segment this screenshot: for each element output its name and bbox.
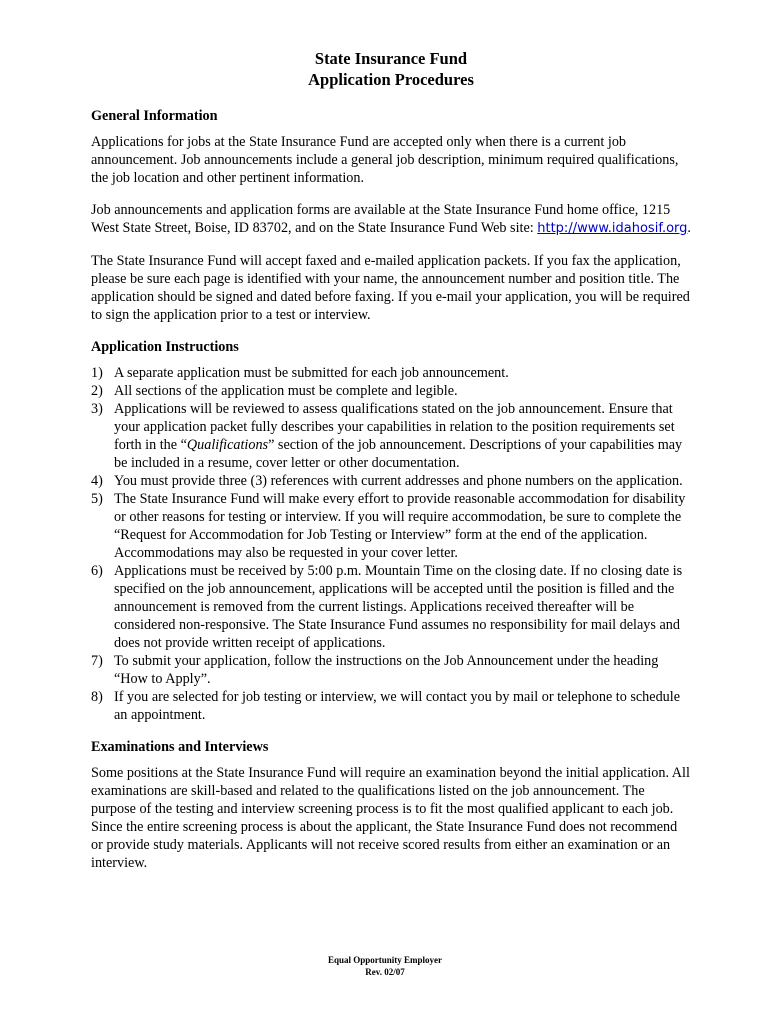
document-title [91, 48, 691, 90]
list-item [91, 652, 691, 688]
paragraph-2-text: Job announcements and application forms are available at the State Insurance Fund home office, 1215 West State Street, Boise, ID 83702, and on the State Insurance Fund Web site: [91, 202, 671, 236]
qualifications-emphasis: Qualifications [186, 437, 269, 453]
footer-employer-statement: Equal Opportunity Employer [327, 955, 443, 965]
list-item-number: 3) [91, 401, 103, 417]
list-item-number: 8) [91, 689, 103, 705]
list-item-text: Applications must be received by 5:00 p.m. Mountain Time on the closing date. If no closing date is specified on the job announcement, applications will be accepted until the position is filled and the announcement is removed from the current listings. Applications received thereafter will be considered non-responsive. The State Insurance Fund assumes no responsibility for mail delays and does not provide written receipt of applications. [114, 563, 683, 651]
list-item-text: A separate application must be submitted for each job announcement. [114, 365, 509, 381]
examinations-paragraph: Some positions at the State Insurance Fund will require an examination beyond the initial application. All examinations are skill-based and related to the qualifications listed on the job announcement. The purpose of the testing and interview screening process is to fit the most qualified applicant to each job. Since the entire screening process is about the applicant, the State Insurance Fund does not recommend or provide study materials. Applicants will not receive scored results from either an examination or an interview. [91, 765, 690, 871]
list-item-number: 4) [91, 473, 103, 489]
list-item [91, 400, 691, 472]
list-item-text: Applications will be reviewed to assess qualifications stated on the job announcement. Ensure that your application packet fully describes your capabilities in relation to the position requirements set forth in the “ [114, 401, 675, 453]
list-item-text: To submit your application, follow the instructions on the Job Announcement under the heading “How to Apply”. [114, 653, 659, 687]
application-instructions-heading: Application Instructions [91, 339, 239, 355]
general-information-section [91, 107, 691, 324]
list-item [91, 490, 691, 562]
page-footer [0, 954, 770, 978]
list-item-number: 5) [91, 491, 103, 507]
list-item [91, 472, 691, 490]
list-item [91, 382, 691, 400]
general-information-paragraph-2 [91, 201, 691, 238]
general-information-paragraph-3: The State Insurance Fund will accept faxed and e-mailed application packets. If you fax the application, please be sure each page is identified with your name, the announcement number and position title. The application should be signed and dated before faxing. If you e-mail your application, you will be required to sign the application prior to a test or interview. [91, 253, 690, 323]
list-item-number: 7) [91, 653, 103, 669]
application-instructions-section [91, 338, 691, 724]
document-page [91, 48, 691, 872]
paragraph-2-end: . [687, 220, 691, 236]
instructions-list [91, 364, 691, 724]
list-item-number: 6) [91, 563, 103, 579]
examinations-heading: Examinations and Interviews [91, 739, 269, 755]
list-item [91, 688, 691, 724]
general-information-heading: General Information [91, 108, 218, 124]
examinations-section [91, 738, 691, 872]
list-item-text: If you are selected for job testing or interview, we will contact you by mail or telephone to schedule an appointment. [114, 689, 681, 723]
list-item [91, 562, 691, 652]
list-item-text: You must provide three (3) references with current addresses and phone numbers on the application. [114, 473, 683, 489]
list-item-text: All sections of the application must be complete and legible. [114, 383, 458, 399]
list-item-text-continued: ” section of the job announcement. Descriptions of your capabilities may be included in a resume, cover letter or other documentation. [114, 437, 683, 471]
title-line-2: Application Procedures [308, 70, 474, 89]
title-line-1: State Insurance Fund [314, 49, 468, 68]
list-item [91, 364, 691, 382]
footer-revision: Rev. 02/07 [365, 967, 405, 977]
list-item-number: 1) [91, 365, 103, 381]
list-item-number: 2) [91, 383, 103, 399]
general-information-paragraph-1: Applications for jobs at the State Insurance Fund are accepted only when there is a current job announcement. Job announcements include a general job description, minimum required qualifications, the job location and other pertinent information. [91, 134, 679, 186]
website-link[interactable]: http://www.idahosif.org [537, 221, 688, 236]
list-item-text: The State Insurance Fund will make every effort to provide reasonable accommodation for disability or other reasons for testing or interview. If you will require accommodation, be sure to complete the “Request for Accommodation for Job Testing or Interview” form at the end of the application. Accommodations may also be requested in your cover letter. [114, 491, 686, 561]
